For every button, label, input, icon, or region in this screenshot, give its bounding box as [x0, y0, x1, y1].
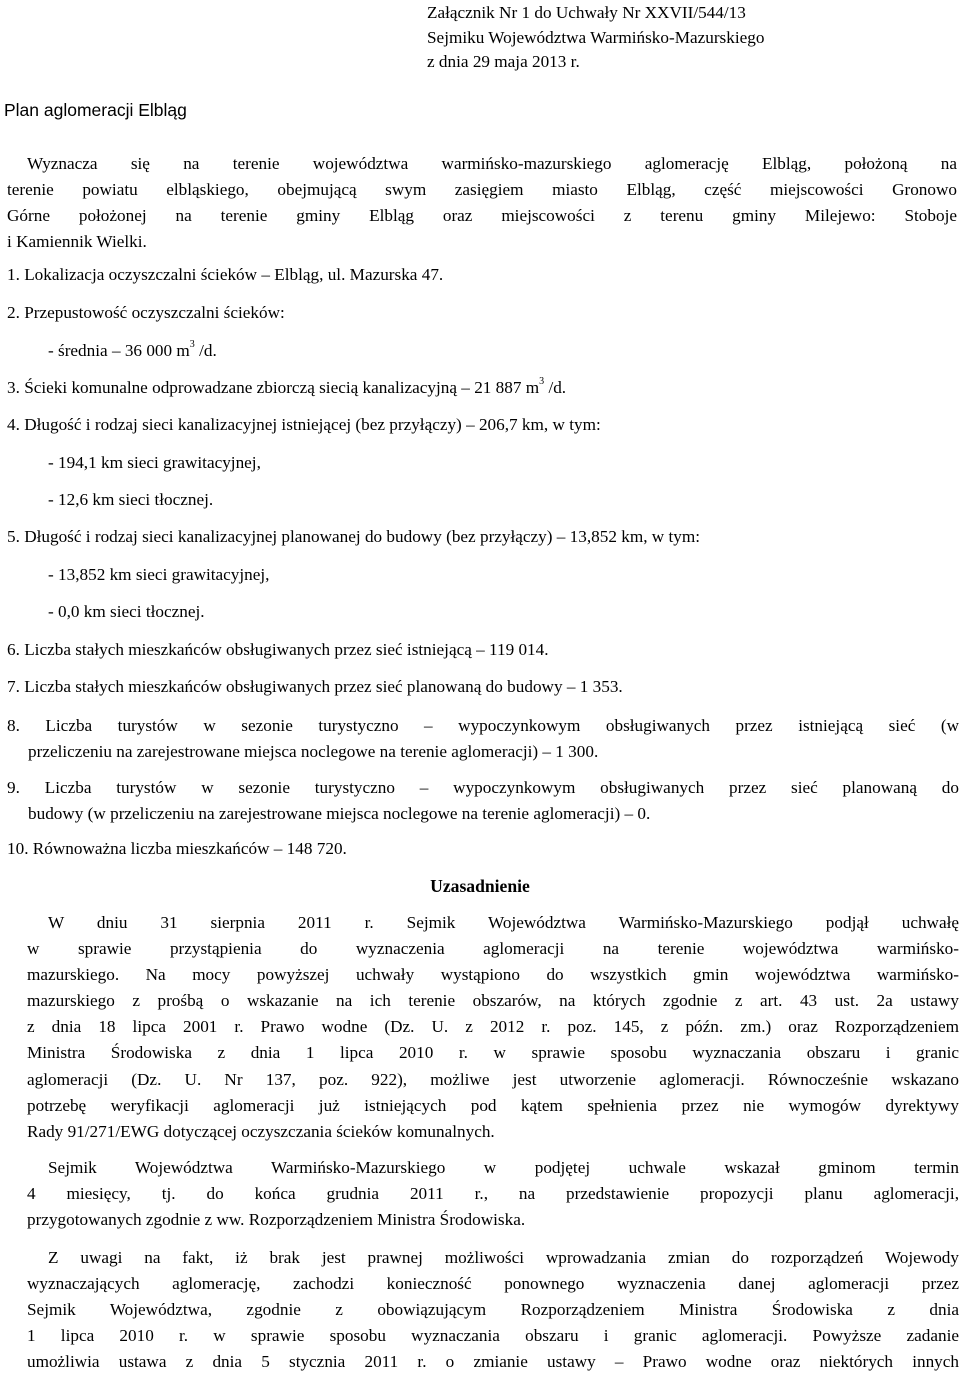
- justification-paragraph-2: [27, 1155, 959, 1233]
- p1-line: z dnia 18 lipca 2001 r. Prawo wodne (Dz. U. z 2012 r. poz. 145, z późn. zm.) oraz Rozporządzeniem: [27, 1017, 959, 1037]
- p1-line: mazurskiego. Na mocy powyższej uchwały wystąpiono do wszystkich gmin województwa warmińsko-: [27, 965, 959, 985]
- item-3-sup: 3: [539, 376, 545, 387]
- document-title: Plan aglomeracji Elbląg: [4, 100, 187, 120]
- item-4: 4. Długość i rodzaj sieci kanalizacyjnej istniejącej (bez przyłączy) – 206,7 km, w tym:: [7, 415, 601, 434]
- p1-line: W dniu 31 sierpnia 2011 r. Sejmik Województwa Warmińsko-Mazurskiego podjął uchwałę: [48, 913, 959, 932]
- item-2-average: [48, 341, 217, 361]
- header-line-1: Załącznik Nr 1 do Uchwały Nr XXVII/544/13: [427, 3, 746, 22]
- item-5-pressure: - 0,0 km sieci tłocznej.: [48, 602, 205, 621]
- p3-line: Sejmik Województwa, zgodnie z obowiązującym Rozporządzeniem Ministra Środowiska z dnia: [27, 1300, 959, 1320]
- item-9: [7, 775, 959, 827]
- justification-paragraph-1: [27, 910, 959, 1145]
- header-line-2: Sejmiku Województwa Warmińsko-Mazurskiego: [427, 27, 765, 47]
- intro-line-4: i Kamiennik Wielki.: [7, 232, 147, 251]
- p1-line: Ministra Środowiska z dnia 1 lipca 2010 r. w sprawie sposobu wyznaczania obszaru i granic: [27, 1043, 959, 1063]
- item-5: 5. Długość i rodzaj sieci kanalizacyjnej planowanej do budowy (bez przyłączy) – 13,852 km, w tym:: [7, 527, 701, 546]
- p1-line: aglomeracji (Dz. U. Nr 137, poz. 922), możliwe jest utworzenie aglomeracji. Równocześnie wskazano: [27, 1069, 959, 1089]
- item-9-line-1: 9. Liczba turystów w sezonie turystyczno – wypoczynkowym obsługiwanych przez sieć planowaną do: [7, 778, 959, 797]
- intro-line-3: Górne położonej na terenie gminy Elbląg oraz miejscowości z terenu gminy Milejewo: Stoboje: [7, 206, 957, 225]
- p2-line: Sejmik Województwa Warmińsko-Mazurskiego w podjętej uchwale wskazał gminom termin: [48, 1158, 959, 1177]
- p3-line: 1 lipca 2010 r. w sprawie sposobu wyznaczania obszaru i granic aglomeracji. Powyższe zadanie: [27, 1326, 959, 1346]
- item-3: [7, 378, 957, 398]
- intro-paragraph: [7, 151, 957, 255]
- item-1: 1. Lokalizacja oczyszczalni ścieków – Elbląg, ul. Mazurska 47.: [7, 265, 444, 284]
- intro-line-1: Wyznacza się na terenie województwa warmińsko-mazurskiego aglomerację Elbląg, położoną na: [27, 154, 957, 173]
- p1-line: potrzebę weryfikacji aglomeracji już istniejących pod kątem spełnienia przez nie wymogów dyrektywy: [27, 1095, 959, 1115]
- justification-heading: Uzasadnienie: [430, 876, 530, 896]
- p3-line: umożliwia ustawa z dnia 5 stycznia 2011 r. o zmianie ustawy – Prawo wodne oraz niektórych innych: [27, 1352, 959, 1372]
- item-2: 2. Przepustowość oczyszczalni ścieków:: [7, 303, 285, 322]
- item-5-gravity: - 13,852 km sieci grawitacyjnej,: [48, 565, 270, 584]
- item-3-text: 3. Ścieki komunalne odprowadzane zbiorczą siecią kanalizacyjną – 21 887 m: [7, 378, 540, 397]
- item-8-line-2: przeliczeniu na zarejestrowane miejsca noclegowe na terenie aglomeracji) – 1 300.: [28, 742, 599, 761]
- p2-line: 4 miesięcy, tj. do końca grudnia 2011 r., na przedstawienie propozycji planu aglomeracji,: [27, 1184, 959, 1204]
- item-3-unit: /d.: [544, 378, 567, 397]
- item-6: 6. Liczba stałych mieszkańców obsługiwanych przez sieć istniejącą – 119 014.: [7, 640, 549, 659]
- item-2-average-text: - średnia – 36 000 m: [48, 341, 190, 360]
- item-4-gravity: - 194,1 km sieci grawitacyjnej,: [48, 453, 261, 472]
- item-4-pressure: - 12,6 km sieci tłocznej.: [48, 490, 214, 509]
- p1-line: mazurskiego z prośbą o wskazanie na ich terenie obszarów, na których zgodnie z art. 43 ust. 2a ustawy: [27, 991, 959, 1011]
- item-9-line-2: budowy (w przeliczeniu na zarejestrowane miejsca noclegowe na terenie aglomeracji) – 0.: [28, 804, 651, 823]
- item-10: 10. Równoważna liczba mieszkańców – 148 720.: [7, 839, 347, 858]
- item-7: 7. Liczba stałych mieszkańców obsługiwanych przez sieć planowaną do budowy – 1 353.: [7, 677, 623, 696]
- item-8-line-1: 8. Liczba turystów w sezonie turystyczno – wypoczynkowym obsługiwanych przez istniejącą sieć (w: [7, 716, 959, 735]
- p3-line: wyznaczających aglomerację, zachodzi konieczność ponownego wyznaczenia danej aglomeracji przez: [27, 1274, 959, 1294]
- item-8: [7, 713, 959, 765]
- p1-line: w sprawie przystąpienia do wyznaczenia aglomeracji na terenie województwa warmińsko-: [27, 939, 959, 959]
- item-2-average-unit: /d.: [194, 341, 217, 360]
- p3-line: Z uwagi na fakt, iż brak jest prawnej możliwości wprowadzania zmian do rozporządzeń Wojewody: [48, 1248, 959, 1267]
- header-line-3: z dnia 29 maja 2013 r.: [427, 52, 580, 71]
- p1-line: Rady 91/271/EWG dotyczącej oczyszczania ścieków komunalnych.: [27, 1121, 495, 1141]
- item-2-average-sup: 3: [189, 339, 195, 350]
- justification-paragraph-3: [27, 1245, 959, 1375]
- attachment-header: [427, 1, 947, 75]
- intro-line-2: terenie powiatu elbląskiego, obejmującą swym zasięgiem miasto Elbląg, część miejscowości Gronowo: [7, 180, 957, 199]
- p2-line: przygotowanych zgodnie z ww. Rozporządzeniem Ministra Środowiska.: [27, 1210, 526, 1230]
